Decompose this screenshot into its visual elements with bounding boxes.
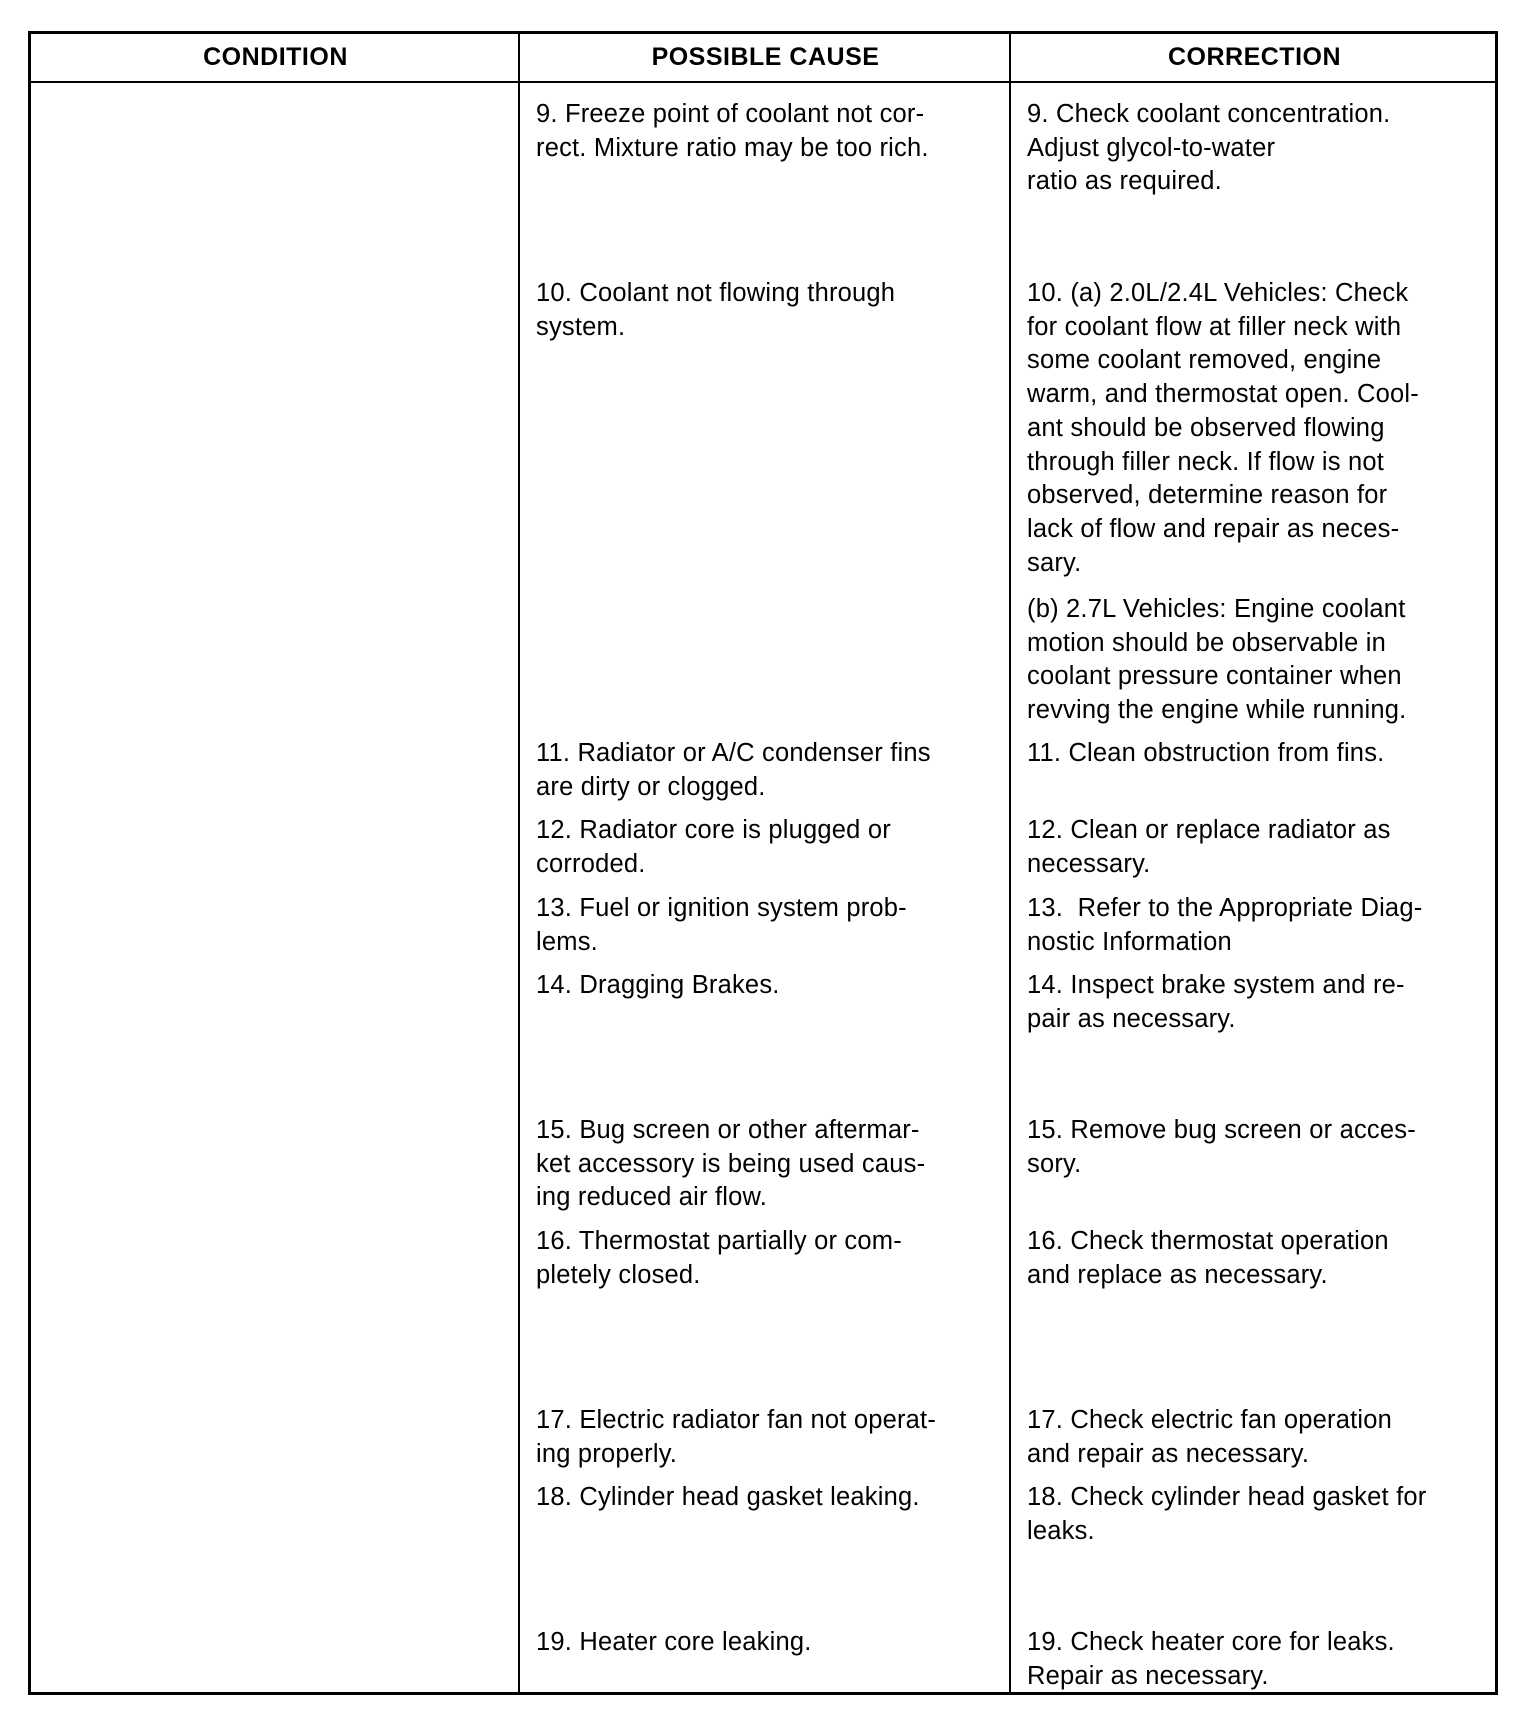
column-divider xyxy=(518,34,520,1692)
troubleshooting-table xyxy=(28,31,1498,1695)
header-possible-cause: POSSIBLE CAUSE xyxy=(651,43,880,71)
correction-18: 18. Check cylinder head gasket for leaks. xyxy=(1027,1483,1427,1545)
cause-19: 19. Heater core leaking. xyxy=(536,1628,812,1656)
correction-17: 17. Check electric fan operation and repair as necessary. xyxy=(1027,1406,1393,1468)
cause-14: 14. Dragging Brakes. xyxy=(536,971,780,999)
header-correction: CORRECTION xyxy=(1167,43,1342,71)
cause-16: 16. Thermostat partially or com- pletely closed. xyxy=(536,1227,902,1289)
cause-13: 13. Fuel or ignition system prob- lems. xyxy=(536,894,907,956)
column-divider xyxy=(1009,34,1011,1692)
correction-19: 19. Check heater core for leaks. Repair as necessary. xyxy=(1027,1628,1395,1690)
correction-10a: 10. (a) 2.0L/2.4L Vehicles: Check for coolant flow at filler neck with some coolant removed, engine warm, and thermostat open. Cool- ant should be observed flowing through filler neck. If flow is not observed, determine reason for lack of flow and repair as neces- sary. xyxy=(1027,279,1419,577)
correction-9: 9. Check coolant concentration. Adjust glycol-to-water ratio as required. xyxy=(1027,100,1391,196)
correction-15: 15. Remove bug screen or acces- sory. xyxy=(1027,1116,1416,1178)
correction-16: 16. Check thermostat operation and replace as necessary. xyxy=(1027,1227,1389,1289)
header-condition: CONDITION xyxy=(203,43,348,71)
cause-15: 15. Bug screen or other aftermar- ket accessory is being used caus- ing reduced air flow. xyxy=(536,1116,926,1212)
cause-17: 17. Electric radiator fan not operat- ing properly. xyxy=(536,1406,937,1468)
correction-13: 13. Refer to the Appropriate Diag- nostic Information xyxy=(1027,894,1423,956)
correction-12: 12. Clean or replace radiator as necessary. xyxy=(1027,816,1391,878)
cause-12: 12. Radiator core is plugged or corroded. xyxy=(536,816,891,878)
correction-11: 11. Clean obstruction from fins. xyxy=(1027,739,1385,767)
cause-10: 10. Coolant not flowing through system. xyxy=(536,279,896,341)
cause-18: 18. Cylinder head gasket leaking. xyxy=(536,1483,920,1511)
correction-14: 14. Inspect brake system and re- pair as necessary. xyxy=(1027,971,1405,1033)
cause-11: 11. Radiator or A/C condenser fins are dirty or clogged. xyxy=(536,739,931,801)
cause-9: 9. Freeze point of coolant not cor- rect. Mixture ratio may be too rich. xyxy=(536,100,929,162)
correction-10b: (b) 2.7L Vehicles: Engine coolant motion should be observable in coolant pressure container when revving the engine while running. xyxy=(1027,595,1407,725)
table-header xyxy=(31,34,1495,83)
